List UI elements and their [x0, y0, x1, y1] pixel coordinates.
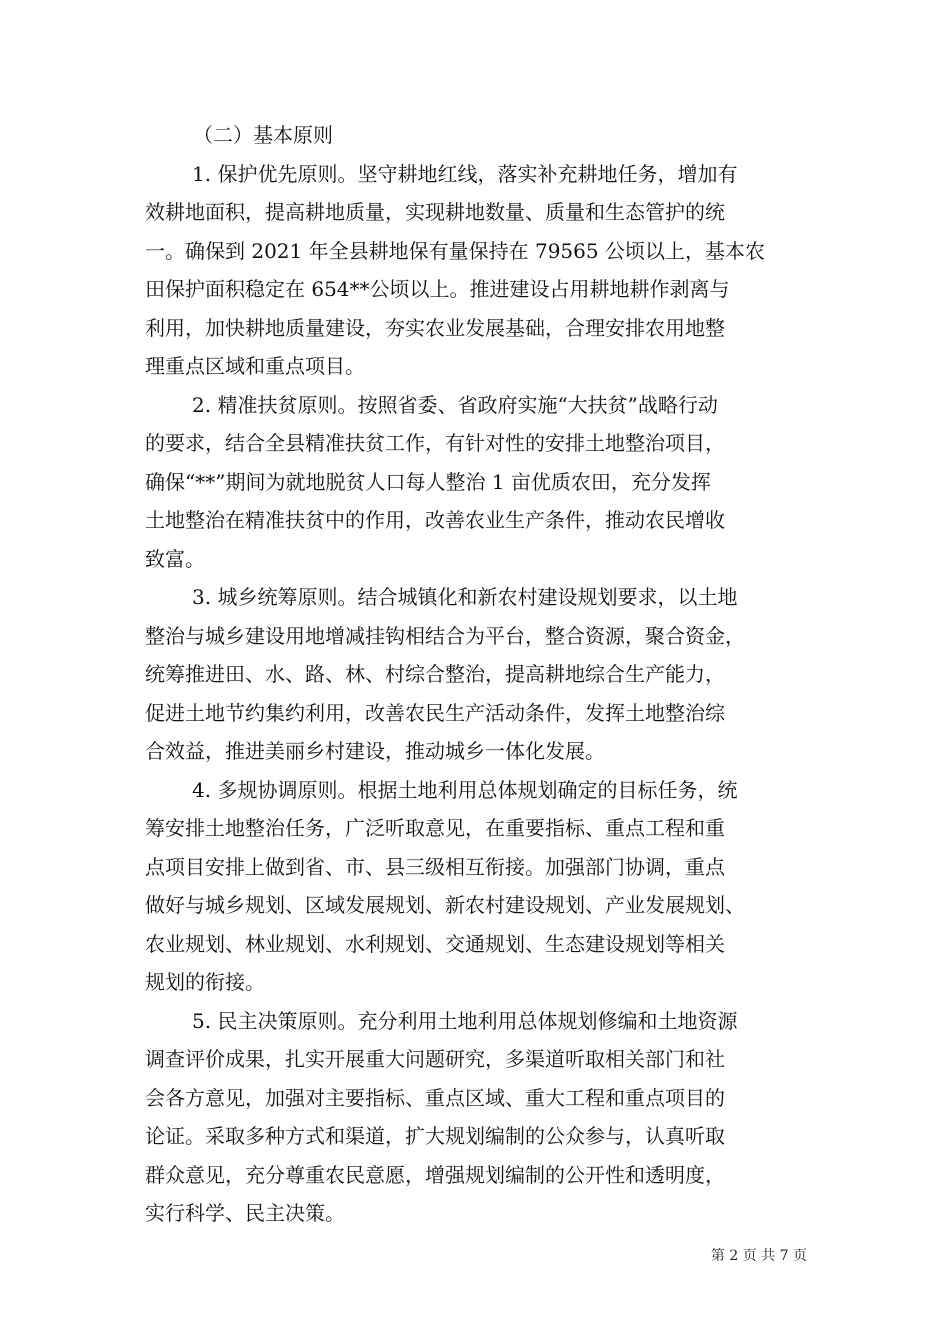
paragraph-line: 统筹推进田、水、路、林、村综合整治，提高耕地综合生产能力， — [145, 662, 725, 686]
paragraph-line: 群众意见，充分尊重农民意愿，增强规划编制的公开性和透明度， — [145, 1162, 725, 1187]
paragraph-line: 3. 城乡统筹原则。结合城镇化和新农村建设规划要求，以土地 — [192, 585, 738, 609]
document-body — [145, 116, 807, 1233]
paragraph-line: 促进土地节约集约利用，改善农民生产活动条件，发挥土地整治综 — [145, 700, 725, 725]
paragraph-targeted-poverty — [145, 386, 807, 579]
paragraph-line: 效耕地面积，提高耕地质量，实现耕地数量、质量和生态管护的统 — [145, 200, 725, 224]
paragraph-line: 做好与城乡规划、区域发展规划、新农村建设规划、产业发展规划、 — [145, 893, 745, 917]
paragraph-line: 致富。 — [145, 546, 205, 571]
page-number: 第 2 页 共 7 页 — [710, 1248, 807, 1264]
paragraph-line: 实行科学、民主决策。 — [145, 1201, 345, 1225]
paragraph-line: 利用，加快耕地质量建设，夯实农业发展基础，合理安排农用地整 — [145, 315, 725, 340]
paragraph-line: 合效益，推进美丽乡村建设，推动城乡一体化发展。 — [145, 739, 605, 763]
paragraph-line: 筹安排土地整治任务，广泛听取意见，在重要指标、重点工程和重 — [145, 816, 725, 840]
paragraph-line: 农业规划、林业规划、水利规划、交通规划、生态建设规划等相关 — [145, 931, 725, 956]
paragraph-line: 的要求，结合全县精准扶贫工作，有针对性的安排土地整治项目， — [145, 431, 725, 455]
paragraph-line: 会各方意见，加强对主要指标、重点区域、重大工程和重点项目的 — [145, 1085, 725, 1110]
paragraph-line: 5. 民主决策原则。充分利用土地利用总体规划修编和土地资源 — [192, 1008, 738, 1033]
paragraph-line: 一。确保到 2021 年全县耕地保有量保持在 79565 公顷以上，基本农 — [145, 238, 765, 263]
paragraph-urban-rural — [145, 578, 807, 771]
paragraph-line: 土地整治在精准扶贫中的作用，改善农业生产条件，推动农民增收 — [145, 508, 725, 532]
paragraph-democratic-decision — [145, 1002, 807, 1233]
paragraph-line: 1. 保护优先原则。坚守耕地红线，落实补充耕地任务，增加有 — [192, 161, 738, 186]
paragraph-line: 2. 精准扶贫原则。按照省委、省政府实施“大扶贫”战略行动 — [192, 392, 718, 417]
paragraph-line: 规划的衔接。 — [145, 970, 265, 994]
paragraph-line: 论证。采取多种方式和渠道，扩大规划编制的公众参与，认真听取 — [145, 1124, 725, 1148]
paragraph-line: 田保护面积稳定在 654**公顷以上。推进建设占用耕地耕作剥离与 — [145, 277, 730, 301]
paragraph-line: 调查评价成果，扎实开展重大问题研究，多渠道听取相关部门和社 — [145, 1047, 725, 1071]
paragraph-line: 点项目安排上做到省、市、县三级相互衔接。加强部门协调，重点 — [145, 854, 725, 879]
paragraph-multi-plan — [145, 771, 807, 1002]
paragraph-line: 理重点区域和重点项目。 — [145, 354, 365, 378]
paragraph-protection-priority — [145, 155, 807, 386]
paragraph-line: 确保“**”期间为就地脱贫人口每人整治 1 亩优质农田，充分发挥 — [145, 469, 711, 494]
section-heading: （二）基本原则 — [193, 123, 333, 147]
paragraph-line: 整治与城乡建设用地增减挂钩相结合为平台，整合资源，聚合资金， — [145, 623, 745, 648]
paragraph-line: 4. 多规协调原则。根据土地利用总体规划确定的目标任务，统 — [192, 777, 738, 802]
